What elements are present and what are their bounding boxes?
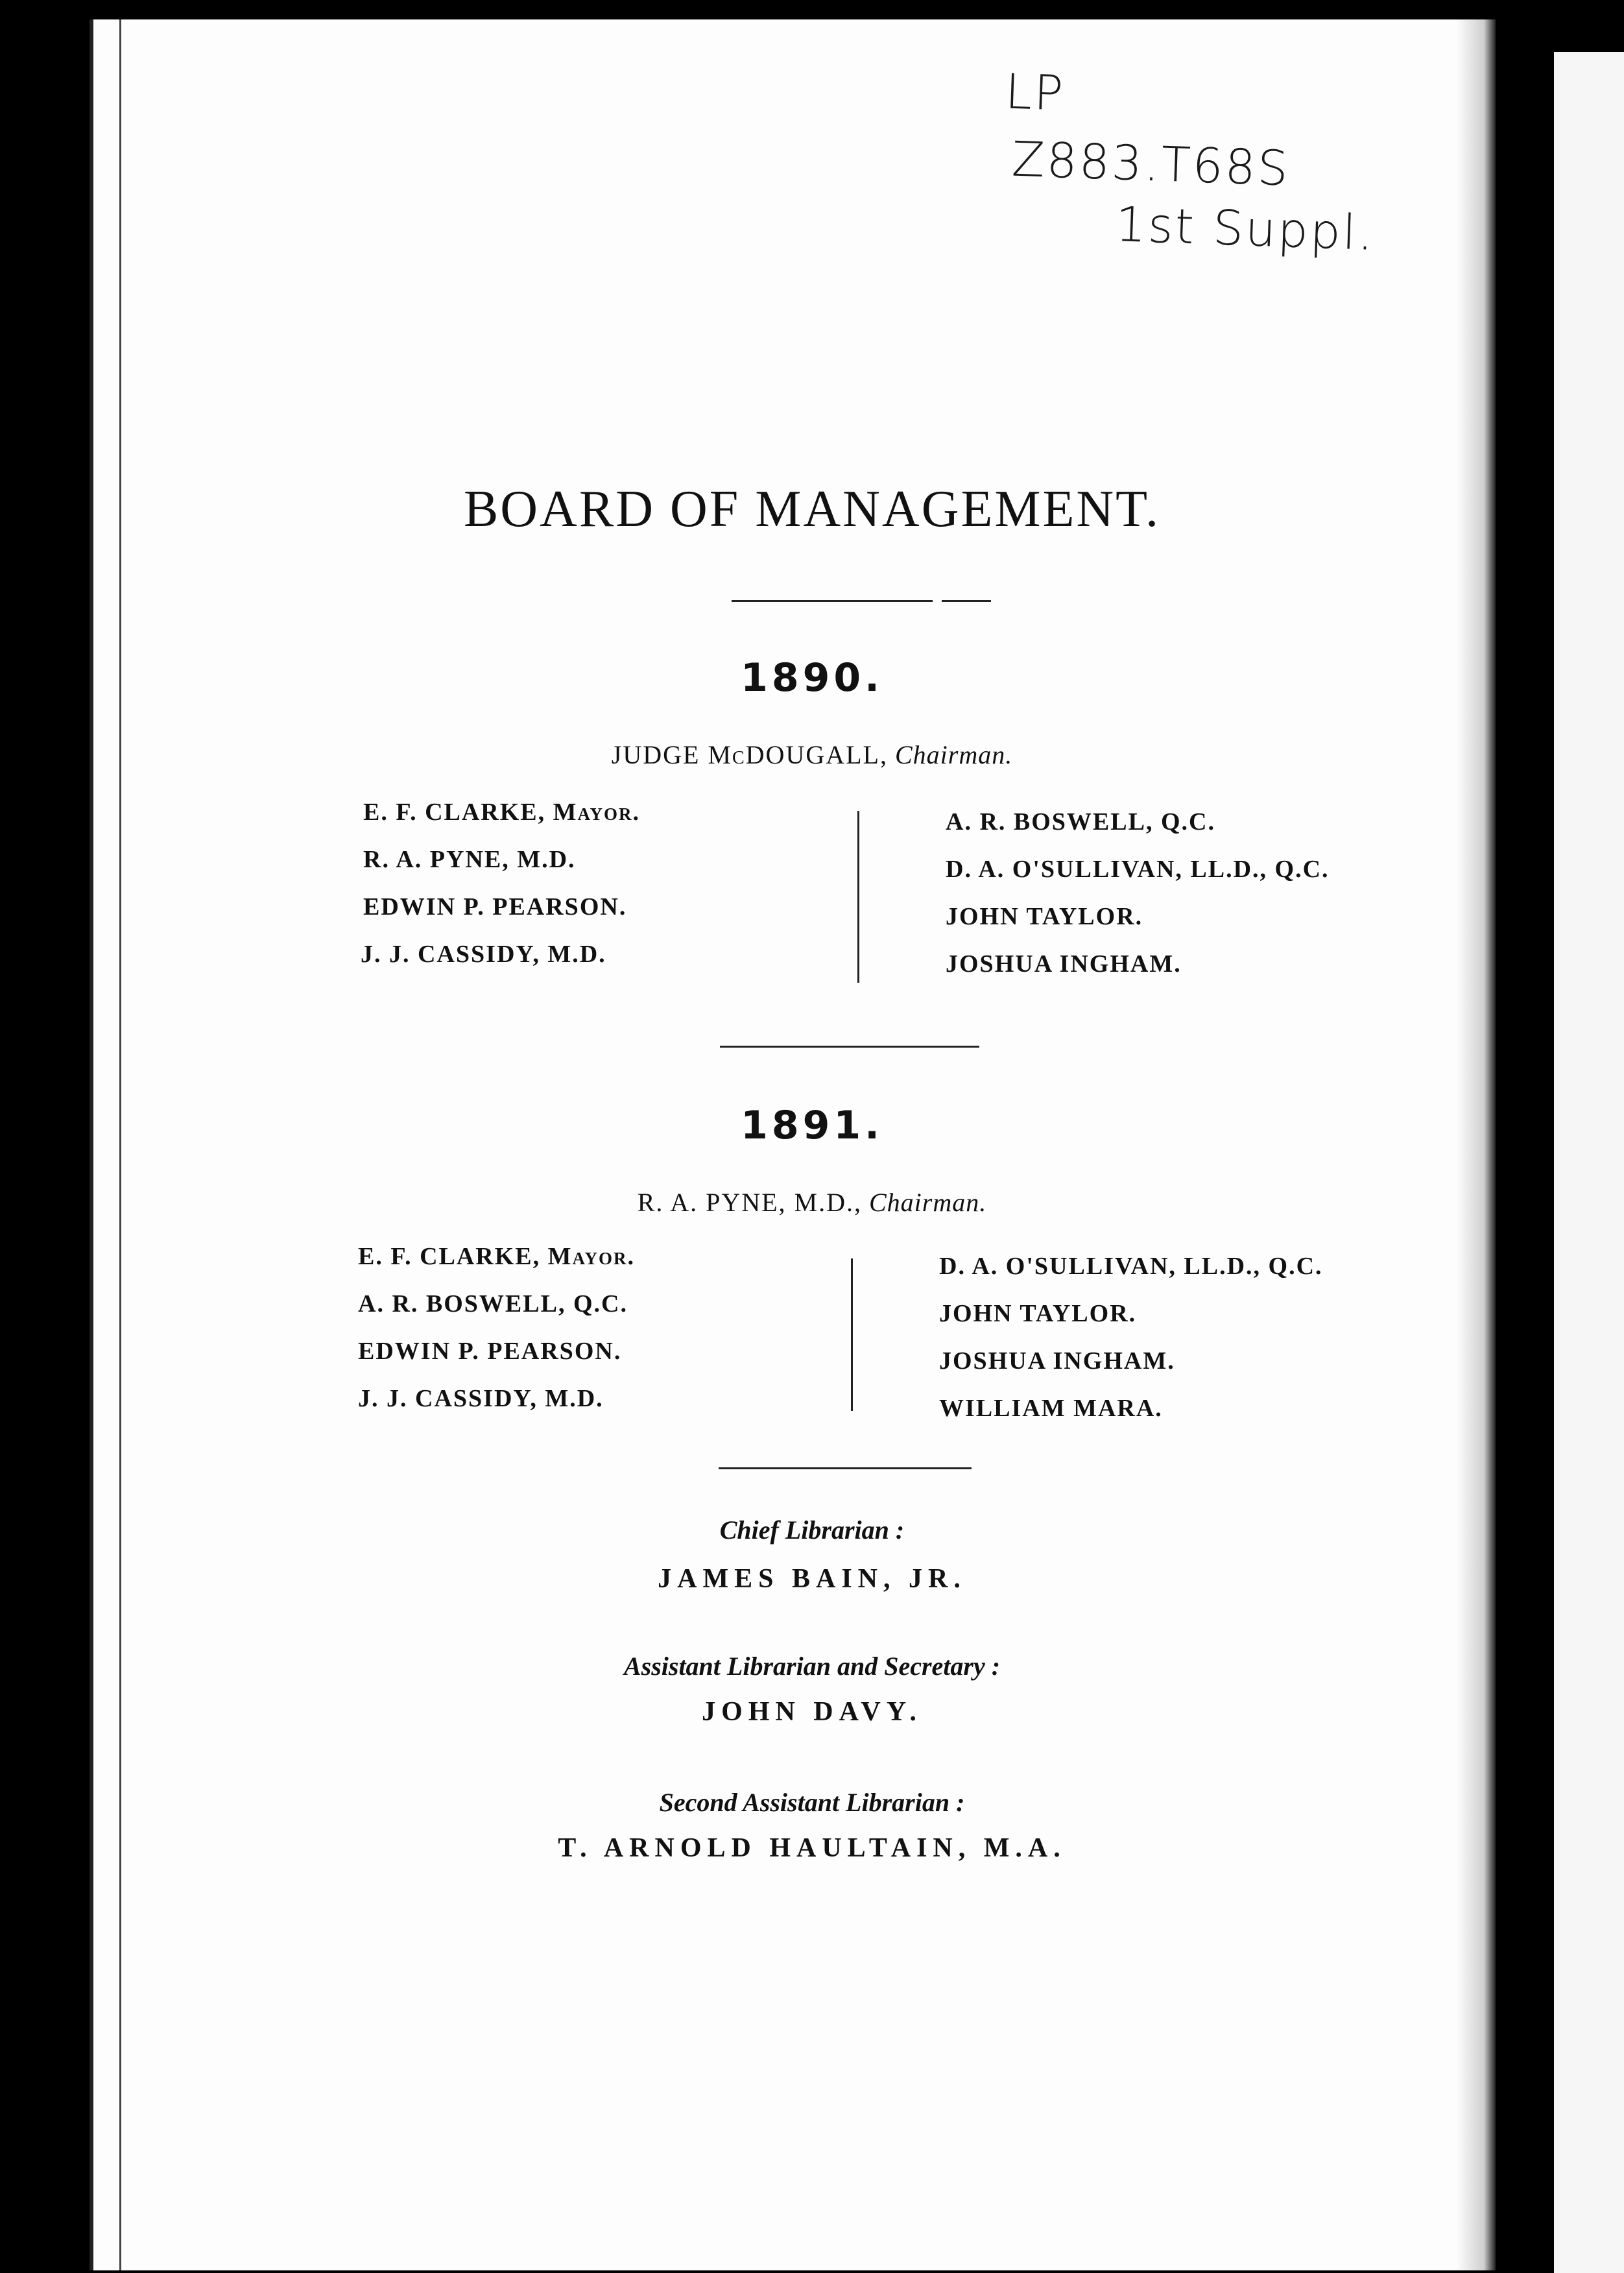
member-1891-right-2: JOHN TAYLOR. [939,1300,1137,1327]
member-1890-left-3: EDWIN P. PEARSON. [363,893,627,920]
member-1890-left-4: J. J. CASSIDY, M.D. [361,941,606,968]
member-1891-right-3: JOSHUA INGHAM. [939,1347,1175,1375]
handwritten-annotation-line1: LP [1004,64,1066,122]
chief-librarian-role: Chief Librarian : [719,1515,905,1545]
chairman-1891 [0,1187,1624,1218]
chairman-1891-role: Chairman. [869,1188,987,1217]
column-divider-1890 [857,811,859,983]
member-1890-left-1: E. F. CLARKE, Mayor. [363,799,641,826]
assistant-librarian-role: Assistant Librarian and Secretary : [623,1652,1001,1681]
member-1891-right-4: WILLIAM MARA. [939,1395,1163,1422]
adjacent-page-edge [1554,52,1624,2273]
title-rule-short [942,600,991,602]
member-1891-left-3: EDWIN P. PEARSON. [358,1338,622,1365]
member-1890-right-1: A. R. BOSWELL, Q.C. [946,808,1215,836]
section-rule-1 [720,1046,979,1048]
column-divider-1891 [851,1258,853,1411]
member-1891-right-1: D. A. O'SULLIVAN, LL.D., Q.C. [939,1253,1323,1280]
second-assistant-role: Second Assistant Librarian : [659,1788,965,1817]
year-heading-1891: 1891. [741,1103,883,1148]
title-rule [732,600,933,602]
member-1891-left-1: E. F. CLARKE, Mayor. [358,1243,636,1270]
handwritten-annotation-line2: Z883.T68S [1010,131,1291,197]
section-rule-2 [719,1467,972,1469]
member-1890-left-2: R. A. PYNE, M.D. [363,846,576,873]
chairman-1891-name: R. A. PYNE, M.D., [637,1188,862,1217]
member-1891-left-4: J. J. CASSIDY, M.D. [358,1385,604,1412]
member-1890-right-3: JOHN TAYLOR. [946,903,1143,930]
member-1890-right-2: D. A. O'SULLIVAN, LL.D., Q.C. [946,856,1330,883]
chairman-1890-name: JUDGE McDOUGALL, [611,740,888,769]
year-heading-1890: 1890. [741,655,883,701]
chief-librarian-name: JAMES BAIN, JR. [658,1564,966,1594]
member-1891-left-2: A. R. BOSWELL, Q.C. [358,1290,628,1317]
assistant-librarian-name: JOHN DAVY. [702,1697,922,1727]
handwritten-annotation-line3: 1st Suppl. [1114,197,1376,261]
second-assistant-name: T. ARNOLD HAULTAIN, M.A. [558,1833,1066,1863]
chairman-1890-role: Chairman. [894,740,1013,769]
page-title: BOARD OF MANAGEMENT. [463,481,1161,538]
member-1890-right-4: JOSHUA INGHAM. [946,950,1182,978]
chairman-1890 [0,740,1624,770]
